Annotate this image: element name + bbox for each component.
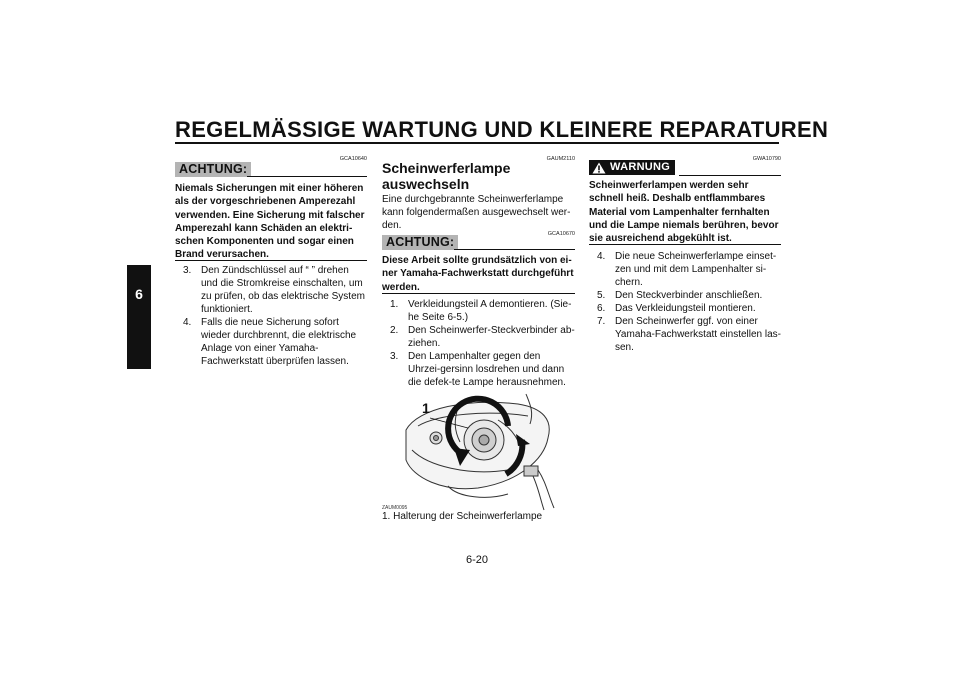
list-item [183, 316, 367, 368]
warning-rule [679, 175, 781, 176]
step-number: 4. [597, 251, 606, 262]
figure-caption: 1. Halterung der Scheinwerferlampe [382, 511, 543, 522]
caution-rule [454, 249, 575, 250]
caution-text: Diese Arbeit sollte grundsätzlich von ei-ner Yamaha-Fachwerkstatt durchgeführt werden. [382, 255, 574, 293]
title-rule [175, 142, 779, 144]
caution-badge: ACHTUNG: [175, 162, 251, 177]
notice-code: GCA10640 [339, 156, 367, 162]
step-text: Den Zündschlüssel auf “ ” drehen und die Stromkreise einschalten, um zu prüfen, ob das elektrische System funktioniert. [201, 265, 365, 315]
warning-text: Scheinwerferlampen werden sehr schnell heiß. Deshalb entflammbares Material vom Lampenhalter fernhalten und die Lampe niemals berühren, bevor sie ausreichend abgekühlt ist. [589, 180, 779, 245]
steps-list [183, 264, 367, 368]
caution-end-rule [382, 293, 575, 294]
caution-badge: ACHTUNG: [382, 235, 458, 250]
step-number: 7. [597, 316, 606, 327]
step-text: Den Lampenhalter gegen den Uhrzei-gersinn losdrehen und dann die defek-te Lampe herausnehmen. [408, 351, 566, 388]
step-text: Den Scheinwerfer ggf. von einer Yamaha-Fachwerkstatt einstellen las-sen. [615, 316, 781, 353]
step-text: Falls die neue Sicherung sofort wieder durchbrennt, die elektrische Anlage von einer Yamaha-Fachwerkstatt überprüfen lassen. [201, 317, 357, 367]
warning-code: GWA10790 [752, 156, 781, 162]
chapter-tab [127, 265, 151, 369]
section-heading: Scheinwerferlampe auswechseln [382, 160, 511, 192]
list-item [597, 289, 781, 302]
list-item [390, 350, 575, 389]
step-text: Das Verkleidungsteil montieren. [615, 303, 756, 314]
step-number: 4. [183, 317, 192, 328]
page-number: 6-20 [466, 554, 489, 566]
step-number: 3. [390, 351, 399, 362]
caution-text: Niemals Sicherungen mit einer höheren als der vorgeschriebenen Amperezahl verwenden. Eine Sicherung mit falscher Amperezahl kann Schäden an elektri-schen Komponenten und sogar einen Brand verursachen. [175, 183, 365, 261]
caution-rule [247, 176, 367, 177]
warning-end-rule [589, 244, 781, 245]
list-item [183, 264, 367, 316]
step-number: 6. [597, 303, 606, 314]
callout-number: 1 [422, 400, 430, 416]
section-code: GAUM2110 [546, 156, 575, 162]
warning-badge [589, 160, 675, 175]
notice-code: GCA10670 [547, 231, 575, 237]
step-number: 3. [183, 265, 192, 276]
warning-label: WARNUNG [610, 161, 671, 173]
image-code: ZAUM0095 [382, 505, 408, 511]
list-item [597, 315, 781, 354]
step-number: 5. [597, 290, 606, 301]
section-intro: Eine durchgebrannte Scheinwerferlampe kann folgendermaßen ausgewechselt wer-den. [382, 194, 571, 231]
list-item [390, 298, 575, 324]
list-item [597, 250, 781, 289]
step-text: Verkleidungsteil A demontieren. (Sie-he Seite 6-5.) [408, 299, 572, 323]
step-text: Die neue Scheinwerferlampe einset-zen und mit dem Lampenhalter si-chern. [615, 251, 777, 288]
step-text: Den Steckverbinder anschließen. [615, 290, 763, 301]
chapter-number: 6 [135, 286, 143, 302]
steps-list [597, 250, 781, 354]
list-item [597, 302, 781, 315]
steps-list [390, 298, 575, 389]
step-number: 1. [390, 299, 399, 310]
list-item [390, 324, 575, 350]
caution-end-rule [175, 260, 367, 261]
step-number: 2. [390, 325, 399, 336]
headlight-figure [382, 390, 558, 512]
warning-triangle-icon [592, 162, 606, 174]
step-text: Den Scheinwerfer-Steckverbinder ab-ziehen. [408, 325, 575, 349]
page-title: REGELMÄSSIGE WARTUNG UND KLEINERE REPARATUREN [175, 117, 829, 142]
